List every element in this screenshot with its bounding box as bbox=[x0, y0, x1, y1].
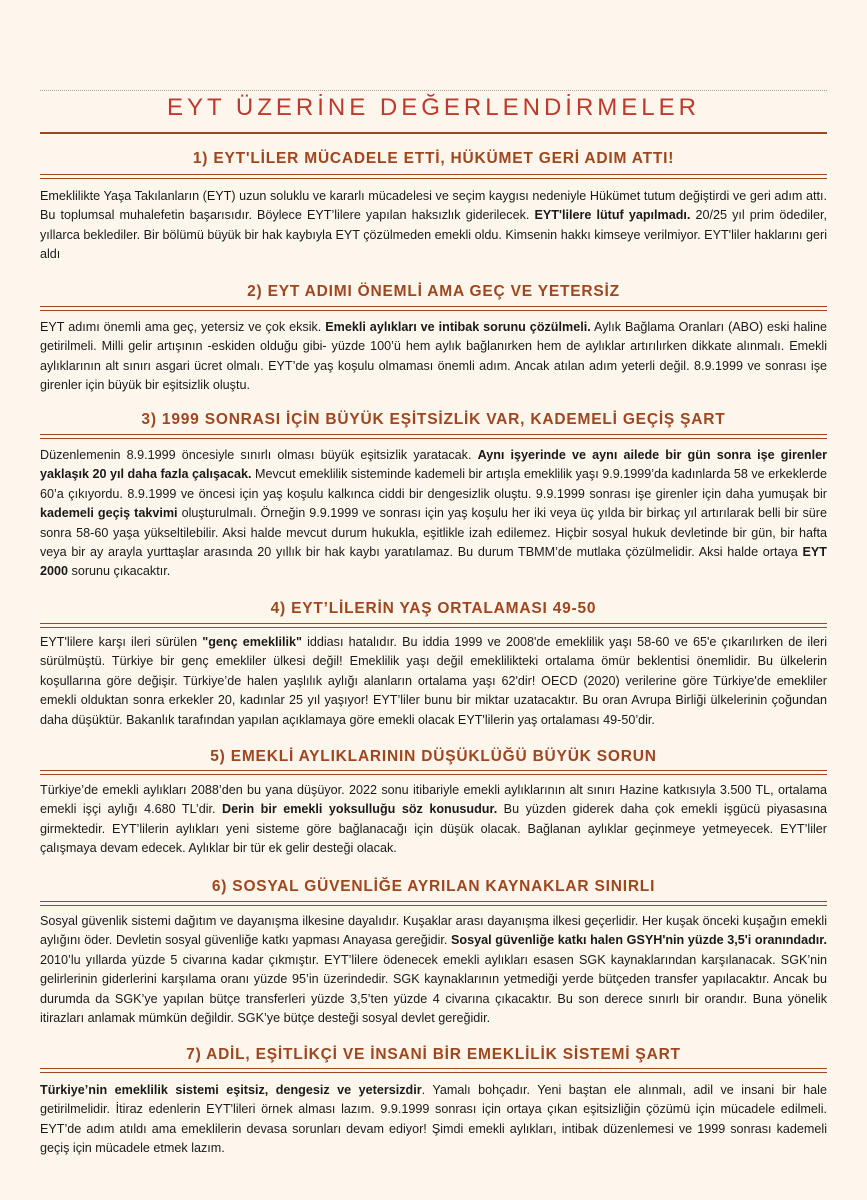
section-1-emphasis: EYT'lilere lütuf yapılmadı. bbox=[534, 208, 691, 223]
section-3-emphasis-1: Aynı işyerinde ve aynı ailede bir gün sonra işe girenler yaklaşık 20 yıl daha fazla çalışacak. bbox=[40, 448, 827, 482]
section-2-heading: 2) EYT ADIMI ÖNEMLİ AMA GEÇ VE YETERSİZ bbox=[247, 283, 620, 300]
section-3-emphasis-2: kademeli geçiş takvimi bbox=[40, 506, 178, 521]
section-6-heading: 6) SOSYAL GÜVENLİĞE AYRILAN KAYNAKLAR SINIRLI bbox=[211, 878, 656, 895]
section-3-paragraph: Düzenlemenin 8.9.1999 öncesiyle sınırlı olması büyük eşitsizlik yaratacak. Aynı işyerinde ve aynı ailede bir gün sonra işe girenler yaklaşık 20 yıl daha fazla çalışacak. Mevcut emeklilik sisteminde kademeli bir artışla emeklilik yaşı 9.9.1999’da kadınlarda 58 ve erkeklerde 60’a çıkıyordu. 8.9.1999 ve öncesi için yaş koşulu kalkınca ciddi bir dengesizlik oluştu. 9.9.1999 sonrası işe girenler için daha yumuşak bir kademeli geçiş takvimi oluşturulmalı. Örneğin 9.9.1999 ve sonrası için yaş koşulu her iki veya üç yılda bir birkaç yıl artırılarak belli bir süre sonra 58-60 yaşa yükseltilebilir. Aksi halde mevcut durum hukukla, eşitlikle izah edilemez. Hiçbir sosyal hukuk devletinde bir gün, bir hafta veya bir ay arayla yurttaşlar arasında 20 yıllık bir hak kaybı yaratılamaz. Bu durum TBMM’de mutlaka çözülmelidir. Aksi halde ortaya EYT 2000 sorunu çıkacaktır. bbox=[40, 448, 827, 579]
section-5-paragraph: Türkiye’de emekli aylıkları 2088’den bu yana düşüyor. 2022 sonu itibariyle emekli aylıklarının alt sınırı Hazine katkısıyla 3.500 TL, ortalama emekli işçi aylığı 4.680 TL’dir. Derin bir emekli yoksulluğu söz konusudur. Bu yüzden giderek daha çok emekli işgücü piyasasına girmektedir. EYT’lilerin aylıkları yeni sisteme göre bağlanacağı için düşük olacak. Bağlanan aylıklar geçinmeye yetmeyecek. EYT’liler çalışmaya devam edecek. Aylıklar bir tür ek gelir desteği olacak. bbox=[40, 783, 827, 856]
section-4-paragraph: EYT'lilere karşı ileri sürülen "genç emeklilik" iddiası hatalıdır. Bu iddia 1999 ve 2008'de emeklilik yaşı 58-60 ve 65'e çıkarılırken de ileri sürülmüştü. Türkiye bir genç emekliler ülkesi değil! Emeklilik yaşı değil emeklilikteki ortalama ömür beklentisi önemlidir. Bu ülkelerin koşullarına göre değişir. Türkiye’de halen yaşlılık aylığı alanların ortalama yaşı 62'dir! OECD (2020) verilerine göre Türkiye'de emekliler emekli olduktan sonra erkekler 20, kadınlar 25 yıl yaşıyor! EYT’liler bunu bir miktar uzatacaktır. Bu oran Avrupa Birliği ülkelerinin çoğundan daha düşüktür. Bakanlık tarafından yapılan açıklamaya göre emekli olacak EYT'lilerin yaş ortalaması 49-50’dir. bbox=[40, 635, 827, 727]
section-6-rule bbox=[40, 901, 827, 906]
section-7-heading: 7) ADİL, EŞİTLİKÇİ VE İNSANİ BİR EMEKLİLİK SİSTEMİ ŞART bbox=[186, 1046, 681, 1063]
section-5-heading: 5) EMEKLİ AYLIKLARININ DÜŞÜKLÜĞÜ BÜYÜK SORUN bbox=[210, 748, 657, 765]
section-1-rule bbox=[40, 174, 827, 179]
section-2-paragraph: EYT adımı önemli ama geç, yetersiz ve çok eksik. Emekli aylıkları ve intibak sorunu çözülmeli. Aylık Bağlama Oranları (ABO) eski haline getirilmeli. Milli gelir artışının -eskiden olduğu gibi- yüzde 100’ü hem aylık bağlanırken hem de aylıklar artırılırken dikkate alınmalı. Emekli aylıklarının alt sınırı asgari ücret olmalı. EYT’de yaş koşulu olmaması önemli adım. Ancak atılan adım yeterli değil. 8.9.1999 ve sonrası işe girenler için büyük bir eşitsizlik oluştu. bbox=[40, 320, 827, 393]
section-7-emphasis: Türkiye’nin emeklilik sistemi eşitsiz, dengesiz ve yetersizdir bbox=[40, 1083, 422, 1097]
top-dotted-rule bbox=[40, 90, 827, 91]
section-1-heading: 1) EYT'LİLER MÜCADELE ETTİ, HÜKÜMET GERİ ADIM ATTI! bbox=[192, 150, 675, 167]
section-3-emphasis-3: EYT 2000 bbox=[40, 545, 827, 579]
section-5-emphasis: Derin bir emekli yoksulluğu söz konusudur. bbox=[221, 802, 498, 817]
section-3-rule bbox=[40, 434, 827, 439]
section-4-heading: 4) EYT’LİLERİN YAŞ ORTALAMASI 49-50 bbox=[270, 600, 597, 617]
title-rule bbox=[40, 132, 827, 134]
section-1-paragraph: Emeklilikte Yaşa Takılanların (EYT) uzun soluklu ve kararlı mücadelesi ve seçim kaygısı nedeniyle Hükümet tutum değiştirdi ve geri adım attı. Bu toplumsal muhalefetin başarısıdır. Böylece EYT’lilere yapılan haksızlık giderilecek. EYT'lilere lütuf yapılmadı. 20/25 yıl prim ödediler, yıllarca beklediler. Bir bölümü büyük bir hak kaybıyla EYT çözülmeden emekli oldu. Kimsenin hakkı kimseye verilmiyor. EYT'liler haklarını geri aldı bbox=[40, 189, 827, 262]
section-7-rule bbox=[40, 1068, 827, 1073]
section-6-emphasis: Sosyal güvenliğe katkı halen GSYH'nin yüzde 3,5'i oranındadır. bbox=[451, 933, 828, 948]
section-6-paragraph: Sosyal güvenlik sistemi dağıtım ve dayanışma ilkesine dayalıdır. Kuşaklar arası dayanışma ilkesi geçerlidir. Her kuşak önceki kuşağın emekli aylığını öder. Devletin sosyal güvenliğe katkı yapması Anayasa gereğidir. Sosyal güvenliğe katkı halen GSYH'nin yüzde 3,5'i oranındadır. 2010’lu yıllarda yüzde 5 civarına kadar çıkmıştır. EYT’lilere ödenecek emekli aylıkları esasen SGK kaynaklarından karşılanacak. SGK’nin gelirlerinin giderlerini karşılama oranı yüzde 95’in üzerindedir. SGK kaynaklarının yetmediği yerde bütçeden transfer yapılacaktır. Ancak bu durumda da SGK’ye yapılan bütçe transferleri yüzde 3,5’ten yüzde 4 civarına çıkacaktır. Bu son derece sınırlı bir orandır. Buna yönelik itirazları anlamak mümkün değildir. SGK’ye bütçe desteği sosyal devlet gereğidir. bbox=[40, 914, 828, 1026]
section-5-rule bbox=[40, 770, 827, 775]
section-2-rule bbox=[40, 306, 827, 311]
section-4-rule bbox=[40, 623, 827, 628]
section-2-emphasis: Emekli aylıkları ve intibak sorunu çözülmeli. bbox=[325, 320, 591, 334]
section-7-paragraph: Türkiye’nin emeklilik sistemi eşitsiz, dengesiz ve yetersizdir. Yamalı bohçadır. Yeni baştan ele alınmalı, adil ve insani bir hale getirilmelidir. İtiraz edenlerin EYT'lileri örnek alması lazım. 9.9.1999 sonrası için ortaya çıkan eşitsizliğin çözümü için mücadele edilmeli. EYT’de adım atıldı ama emeklilerin devasa sorunları devam ediyor! Şimdi emekli aylıkları, intibak düzenlemesi ve 1999 sonrası kademeli geçiş için mücadele etmek lazım. bbox=[40, 1083, 827, 1156]
section-3-heading: 3) 1999 SONRASI İÇİN BÜYÜK EŞİTSİZLİK VAR, KADEMELİ GEÇİŞ ŞART bbox=[141, 411, 726, 428]
document-title: EYT ÜZERİNE DEĞERLENDİRMELER bbox=[167, 94, 700, 121]
section-4-emphasis: "genç emeklilik" bbox=[202, 635, 302, 649]
